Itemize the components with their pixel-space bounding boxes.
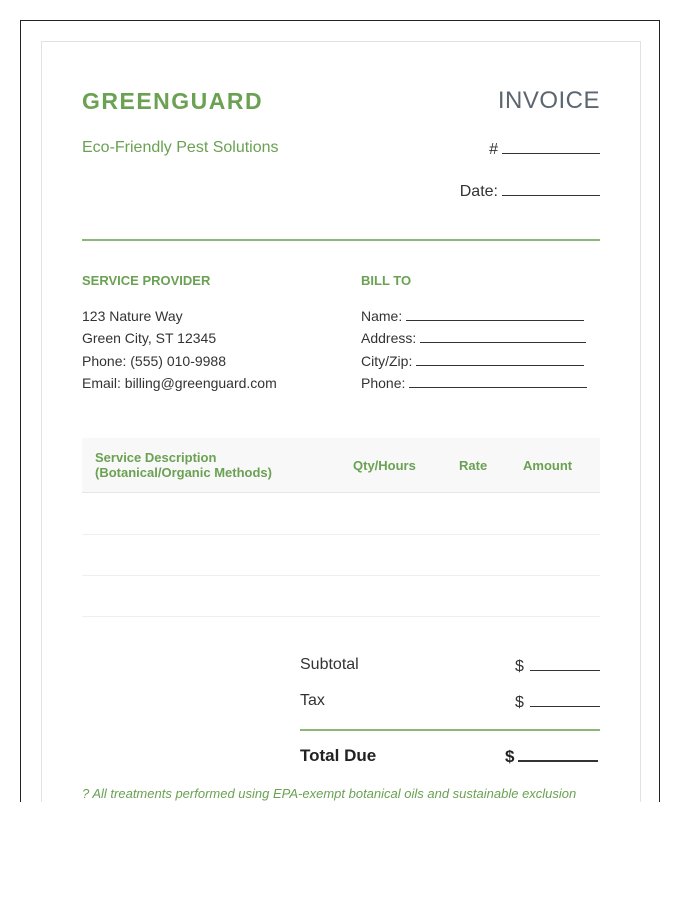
treatment-footnote: ? All treatments performed using EPA-exempt botanical oils and sustainable exclusion (82, 786, 577, 801)
bill-to-phone-blank[interactable] (409, 375, 587, 388)
table-row[interactable] (82, 616, 600, 617)
subtotal-label: Subtotal (300, 656, 359, 673)
provider-phone: Phone: (555) 010-9988 (82, 353, 226, 369)
provider-city: Green City, ST 12345 (82, 330, 217, 346)
subtotal-blank[interactable] (530, 656, 600, 671)
tax-blank[interactable] (530, 692, 600, 707)
col-amount: Amount (523, 458, 573, 473)
subtotal-currency: $ (515, 658, 524, 675)
invoice-number-blank[interactable] (502, 139, 600, 154)
bill-to-cityzip-label: City/Zip: (361, 353, 413, 369)
invoice-number-label: # (489, 141, 498, 158)
provider-heading: SERVICE PROVIDER (82, 273, 211, 288)
invoice-date-field[interactable] (460, 181, 600, 201)
invoice-date-blank[interactable] (502, 181, 600, 196)
bill-to-phone-label: Phone: (361, 375, 406, 391)
bill-to-cityzip-blank[interactable] (416, 353, 584, 366)
bill-to-name-blank[interactable] (406, 308, 584, 321)
bill-to-heading: BILL TO (361, 273, 412, 288)
total-due-blank[interactable] (518, 746, 598, 762)
col-rate: Rate (459, 458, 488, 473)
invoice-date-label: Date: (459, 183, 498, 200)
tax-currency: $ (515, 694, 524, 711)
bill-to-address-label: Address: (361, 330, 417, 346)
table-row[interactable] (82, 575, 600, 576)
subtotal-field[interactable] (515, 656, 600, 676)
col-qty-hours: Qty/Hours (353, 458, 416, 473)
provider-address: 123 Nature Way (82, 308, 183, 324)
totals-divider (300, 729, 600, 731)
provider-email: Email: billing@greenguard.com (82, 375, 277, 391)
bill-to-phone-field[interactable] (361, 375, 587, 391)
col-description-sub: (Botanical/Organic Methods) (95, 465, 272, 480)
tax-label: Tax (300, 692, 325, 709)
bill-to-cityzip-field[interactable] (361, 353, 584, 369)
brand-name: GREENGUARD (82, 88, 264, 114)
col-description: Service Description (95, 450, 217, 465)
service-table-header (82, 438, 600, 493)
bill-to-address-field[interactable] (361, 330, 586, 346)
invoice-number-field[interactable] (489, 139, 600, 159)
total-due-label: Total Due (300, 746, 377, 765)
bill-to-name-label: Name: (361, 308, 403, 324)
bill-to-address-blank[interactable] (420, 330, 586, 343)
total-due-currency: $ (505, 747, 515, 766)
bill-to-name-field[interactable] (361, 308, 584, 324)
table-row[interactable] (82, 534, 600, 535)
brand-tagline: Eco-Friendly Pest Solutions (82, 139, 279, 156)
total-due-field[interactable] (505, 746, 598, 767)
tax-field[interactable] (515, 692, 600, 712)
invoice-title: INVOICE (497, 87, 600, 114)
header-divider (82, 239, 600, 241)
